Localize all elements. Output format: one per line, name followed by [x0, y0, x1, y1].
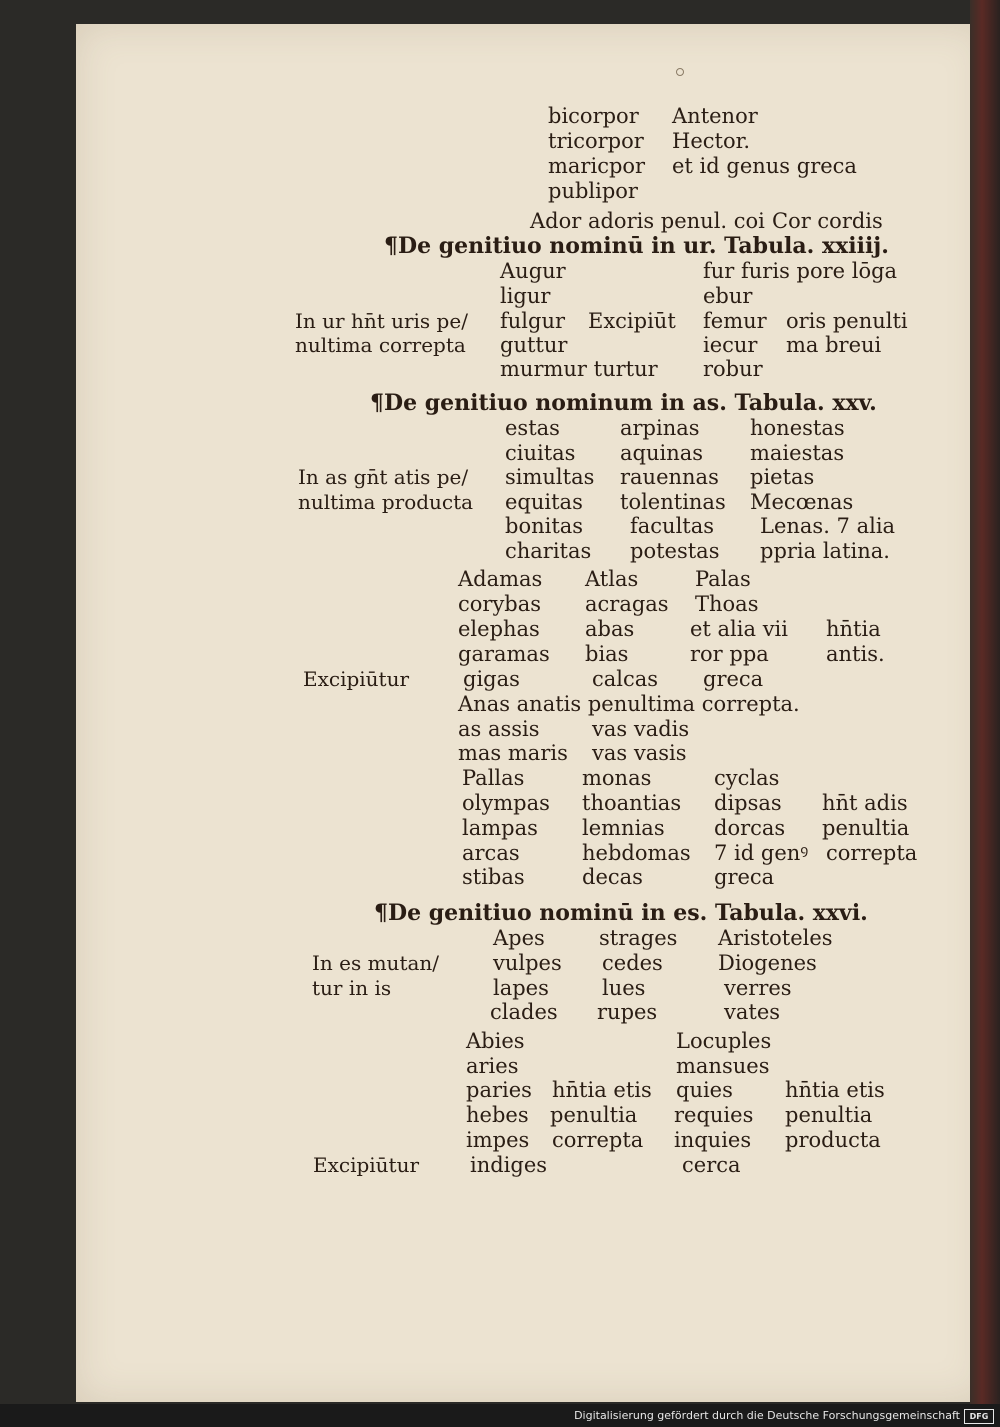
text-line: Mecœnas — [750, 490, 854, 514]
text-line: estas — [505, 416, 560, 440]
text-line: stibas — [462, 865, 525, 889]
text-line: lapes — [493, 976, 549, 1000]
table-heading: ¶De genitiuo nominū in ur. Tabula. xxiiij. — [384, 233, 889, 259]
text-line: maiestas — [750, 441, 845, 465]
text-line: Cor cordis — [772, 209, 883, 233]
text-line: penultia — [785, 1103, 873, 1127]
margin-rule: Excipiūtur — [313, 1153, 420, 1177]
text-line: requies — [674, 1103, 754, 1127]
text-line: ciuitas — [505, 441, 576, 465]
text-line: Apes — [493, 926, 545, 950]
margin-rule: nultima correpta — [295, 333, 466, 357]
text-line: Anas anatis penultima correpta. — [458, 692, 800, 716]
table-heading: ¶De genitiuo nominum in as. Tabula. xxv. — [370, 390, 877, 416]
text-line: clades — [490, 1000, 558, 1024]
text-line: abas — [585, 617, 635, 641]
text-line: hebdomas — [582, 841, 691, 865]
text-line: lemnias — [582, 816, 665, 840]
text-line: Hector. — [672, 129, 750, 153]
text-line: penultia — [550, 1103, 638, 1127]
text-line: elephas — [458, 617, 540, 641]
text-line: dipsas — [714, 791, 782, 815]
text-line: decas — [582, 865, 643, 889]
text-line: ror ppa — [690, 642, 769, 666]
text-line: acragas — [585, 592, 669, 616]
text-line: charitas — [505, 539, 592, 563]
text-line: ma breui — [786, 333, 882, 357]
text-line: rupes — [597, 1000, 658, 1024]
text-line: correpta — [826, 841, 918, 865]
text-line: Abies — [466, 1029, 525, 1053]
text-line: thoantias — [582, 791, 682, 815]
text-line: Lenas. 7 alia — [760, 514, 896, 538]
book-edge — [970, 0, 1000, 1404]
text-line: equitas — [505, 490, 583, 514]
text-line: hn̄tia etis — [785, 1078, 885, 1102]
text-line: Excipiūt — [588, 309, 676, 333]
page-blemish — [676, 68, 684, 76]
text-line: hn̄tia — [826, 617, 881, 641]
text-line: arpinas — [620, 416, 700, 440]
text-line: ligur — [500, 284, 551, 308]
text-line: monas — [582, 766, 652, 790]
text-line: rauennas — [620, 465, 719, 489]
text-line: correpta — [552, 1128, 644, 1152]
text-line: vas vasis — [592, 741, 687, 765]
text-line: corybas — [458, 592, 542, 616]
text-line: lues — [602, 976, 646, 1000]
text-line: impes — [466, 1128, 530, 1152]
margin-rule: In es mutan/ — [312, 951, 440, 975]
text-line: cedes — [602, 951, 663, 975]
text-line: olympas — [462, 791, 550, 815]
text-line: hn̄tia etis — [552, 1078, 652, 1102]
text-line: fur furis pore lōga — [703, 259, 898, 283]
text-line: ebur — [703, 284, 753, 308]
text-line: et id genus greca — [672, 154, 857, 178]
margin-rule: In ur hn̄t uris pe/ — [295, 309, 468, 333]
text-line: Pallas — [462, 766, 525, 790]
text-line: strages — [599, 926, 678, 950]
text-line: tricorpor — [548, 129, 644, 153]
text-line: inquies — [674, 1128, 752, 1152]
text-line: Adamas — [458, 567, 543, 591]
text-line: mas maris — [458, 741, 568, 765]
digitization-footer — [0, 1404, 1000, 1427]
margin-rule: Excipiūtur — [303, 667, 410, 691]
text-line: indiges — [470, 1153, 548, 1177]
text-line: mansues — [676, 1054, 770, 1078]
text-line: potestas — [630, 539, 720, 563]
text-line: garamas — [458, 642, 550, 666]
text-line: Augur — [500, 259, 566, 283]
text-line: guttur — [500, 333, 568, 357]
margin-rule: tur in is — [312, 976, 392, 1000]
text-line: dorcas — [714, 816, 786, 840]
text-line: calcas — [592, 667, 659, 691]
margin-rule: nultima producta — [298, 490, 474, 514]
text-line: fulgur — [500, 309, 566, 333]
footer-credit: Digitalisierung gefördert durch die Deutsche Forschungsgemeinschaft — [574, 1409, 960, 1422]
text-line: pietas — [750, 465, 815, 489]
margin-rule: In as gn̄t atis pe/ — [298, 465, 469, 489]
text-line: greca — [703, 667, 764, 691]
text-line: honestas — [750, 416, 845, 440]
text-line: Diogenes — [718, 951, 817, 975]
text-line: oris penulti — [786, 309, 908, 333]
text-line: Antenor — [672, 104, 758, 128]
text-line: publipor — [548, 179, 638, 203]
text-line: 7 id genꝰ — [714, 841, 809, 865]
text-line: greca — [714, 865, 775, 889]
text-line: ppria latina. — [760, 539, 890, 563]
text-line: Thoas — [695, 592, 759, 616]
text-line: vas vadis — [592, 717, 690, 741]
text-line: hn̄t adis — [822, 791, 908, 815]
text-line: quies — [676, 1078, 733, 1102]
text-line: verres — [724, 976, 792, 1000]
text-line: femur — [703, 309, 767, 333]
text-line: Ador adoris penul. coi — [530, 209, 765, 233]
text-line: paries — [466, 1078, 532, 1102]
text-line: Locuples — [676, 1029, 772, 1053]
text-line: cyclas — [714, 766, 780, 790]
text-line: vates — [724, 1000, 781, 1024]
text-line: hebes — [466, 1103, 529, 1127]
text-line: aries — [466, 1054, 519, 1078]
text-line: bonitas — [505, 514, 584, 538]
text-line: bias — [585, 642, 629, 666]
table-heading: ¶De genitiuo nominū in es. Tabula. xxvi. — [374, 900, 868, 926]
text-line: antis. — [826, 642, 885, 666]
text-line: producta — [785, 1128, 881, 1152]
text-line: Aristoteles — [718, 926, 833, 950]
text-line: cerca — [682, 1153, 741, 1177]
text-line: facultas — [630, 514, 715, 538]
text-line: simultas — [505, 465, 595, 489]
text-line: murmur turtur — [500, 357, 658, 381]
dfg-logo: DFG — [964, 1409, 994, 1424]
text-line: vulpes — [493, 951, 562, 975]
text-line: as assis — [458, 717, 540, 741]
text-line: et alia vii — [690, 617, 788, 641]
text-line: maricpor — [548, 154, 646, 178]
text-line: Atlas — [585, 567, 639, 591]
text-line: robur — [703, 357, 763, 381]
text-line: iecur — [703, 333, 758, 357]
text-line: tolentinas — [620, 490, 726, 514]
text-line: lampas — [462, 816, 538, 840]
text-line: bicorpor — [548, 104, 639, 128]
text-line: arcas — [462, 841, 520, 865]
text-line: gigas — [463, 667, 520, 691]
text-line: penultia — [822, 816, 910, 840]
text-line: aquinas — [620, 441, 704, 465]
text-line: Palas — [695, 567, 751, 591]
